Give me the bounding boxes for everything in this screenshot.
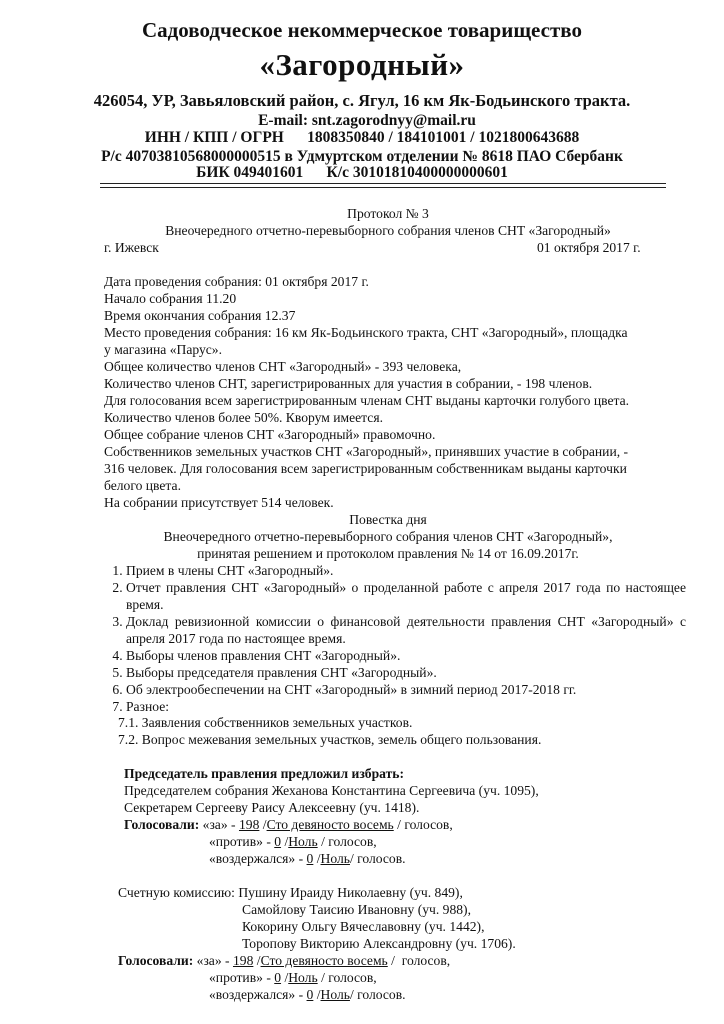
agenda-sub-item: 7.2. Вопрос межевания земельных участков, земель общего пользования. [118, 732, 542, 747]
agenda-item: 4. Выборы членов правления СНТ «Загородный». [126, 647, 686, 664]
counting-vote-abstain: «воздержался» - 0 /Ноль/ голосов. [209, 987, 406, 1002]
chair-vote-for: Голосовали: «за» - 198 /Сто девяносто восемь / голосов, [124, 817, 453, 832]
vote-label: Голосовали: [118, 953, 194, 968]
agenda-title: Повестка дня [349, 512, 427, 527]
vote-suffix: / голосов. [349, 987, 406, 1002]
counting-vote-against: «против» - 0 /Ноль / голосов, [209, 970, 377, 985]
agenda-subtitle: Внеочередного отчетно-перевыборного собрания членов СНТ «Загородный», [163, 529, 613, 544]
org-address: 426054, УР, Завьяловский район, с. Ягул, 16 км Як-Бодьинского тракта. [93, 91, 631, 110]
agenda-item: 6. Об электрообеспечении на СНТ «Загородный» в зимний период 2017-2018 гг. [126, 681, 686, 698]
vote-suffix: / голосов, [321, 834, 377, 849]
vote-words: Ноль [288, 834, 318, 849]
vote-suffix: / голосов, [397, 817, 453, 832]
agenda-item: 2. Отчет правления СНТ «Загородный» о проделанной работе с апреля 2017 года по настоящее время. [126, 579, 686, 613]
vote-words: Ноль [320, 987, 350, 1002]
vote-prefix: «воздержался» - [209, 987, 304, 1002]
agenda-sub-item: 7.1. Заявления собственников земельных участков. [118, 715, 413, 730]
agenda-subtitle-2: принятая решением и протоколом правления № 14 от 16.09.2017г. [197, 546, 579, 561]
vote-number: 198 [238, 817, 260, 832]
counting-label: Счетную комиссию: [118, 885, 235, 900]
vote-words: Сто девяносто восемь [266, 817, 394, 832]
vote-suffix: / голосов. [349, 851, 406, 866]
info-line: Общее собрание членов СНТ «Загородный» правомочно. [104, 427, 436, 442]
info-line: Для голосования всем зарегистрированным членам СНТ выданы карточки голубого цвета. [104, 393, 630, 408]
header-rule-thin [100, 187, 666, 188]
vote-words: Ноль [288, 970, 318, 985]
org-bik: БИК 049401601 К/с 30101810400000000601 [196, 164, 508, 181]
counting-member: Торопову Викторию Александровну (уч. 1706). [242, 936, 516, 951]
vote-prefix: «за» - [196, 953, 230, 968]
protocol-city: г. Ижевск [104, 240, 159, 255]
agenda-item: 5. Выборы председателя правления СНТ «Загородный». [126, 664, 686, 681]
chair-vote-against: «против» - 0 /Ноль / голосов, [209, 834, 377, 849]
vote-suffix: / голосов, [321, 970, 377, 985]
info-line: Время окончания собрания 12.37 [104, 308, 296, 323]
counting-member: Пушину Ираиду Николаевну (уч. 849), [238, 885, 463, 900]
org-title-line: Садоводческое некоммерческое товарищество [142, 18, 582, 42]
agenda-item: 1. Прием в члены СНТ «Загородный». [126, 562, 686, 579]
vote-prefix: «против» - [209, 970, 271, 985]
vote-prefix: «против» - [209, 834, 271, 849]
info-line: у магазина «Парус». [104, 342, 222, 357]
protocol-number: Протокол № 3 [347, 206, 429, 221]
vote-number: 0 [274, 834, 282, 849]
vote-suffix: / голосов, [391, 953, 451, 968]
chair-proposal: Председатель правления предложил избрать: [124, 766, 405, 781]
protocol-subtitle: Внеочередного отчетно-перевыборного собрания членов СНТ «Загородный» [165, 223, 611, 238]
chair-chairman: Председателем собрания Жеханова Константина Сергеевича (уч. 1095), [124, 783, 539, 798]
chair-vote-abstain: «воздержался» - 0 /Ноль/ голосов. [209, 851, 406, 866]
info-line: Место проведения собрания: 16 км Як-Бодьинского тракта, СНТ «Загородный», площадка [104, 325, 628, 340]
protocol-date: 01 октября 2017 г. [537, 240, 641, 255]
info-line: Количество членов более 50%. Кворум имеется. [104, 410, 383, 425]
info-line: На собрании присутствует 514 человек. [104, 495, 334, 510]
counting-vote-for: Голосовали: «за» - 198 /Сто девяносто восемь / голосов, [118, 953, 451, 968]
vote-number: 0 [274, 970, 282, 985]
info-line: 316 человек. Для голосования всем зарегистрированным собственникам выданы карточки [104, 461, 627, 476]
vote-words: Сто девяносто восемь [260, 953, 388, 968]
info-line: белого цвета. [104, 478, 181, 493]
vote-number: 0 [306, 851, 314, 866]
vote-number: 198 [232, 953, 254, 968]
info-line: Собственников земельных участков СНТ «Загородный», принявших участие в собрании, - [104, 444, 629, 459]
counting-member: Кокорину Ольгу Вячеславовну (уч. 1442), [242, 919, 485, 934]
counting-member: Самойлову Таисию Ивановну (уч. 988), [242, 902, 471, 917]
chair-secretary: Секретарем Сергееву Раису Алексеевну (уч. 1418). [124, 800, 420, 815]
info-line: Количество членов СНТ, зарегистрированных для участия в собрании, - 198 членов. [104, 376, 593, 391]
info-line: Дата проведения собрания: 01 октября 2017 г. [104, 274, 369, 289]
vote-prefix: «воздержался» - [209, 851, 304, 866]
org-name: «Загородный» [259, 47, 465, 82]
vote-label: Голосовали: [124, 817, 200, 832]
agenda-list [104, 562, 686, 715]
org-ids: ИНН / КПП / ОГРН 1808350840 / 184101001 / 1021800643688 [144, 129, 580, 146]
counting-line-1 [118, 884, 463, 901]
info-line: Начало собрания 11.20 [104, 291, 237, 306]
info-line: Общее количество членов СНТ «Загородный» - 393 человека, [104, 359, 462, 374]
agenda-item: 3. Доклад ревизионной комиссии о финансовой деятельности правления СНТ «Загородный» с апреля 2017 года по настоящее время. [126, 613, 686, 647]
agenda-item: 7. Разное: [126, 698, 686, 715]
vote-number: 0 [306, 987, 314, 1002]
org-email: E-mail: snt.zagorodnyy@mail.ru [258, 112, 476, 129]
header-rule [100, 183, 666, 184]
org-bank: Р/с 40703810568000000515 в Удмуртском отделении № 8618 ПАО Сбербанк [101, 148, 623, 165]
vote-words: Ноль [320, 851, 350, 866]
vote-prefix: «за» - [202, 817, 236, 832]
